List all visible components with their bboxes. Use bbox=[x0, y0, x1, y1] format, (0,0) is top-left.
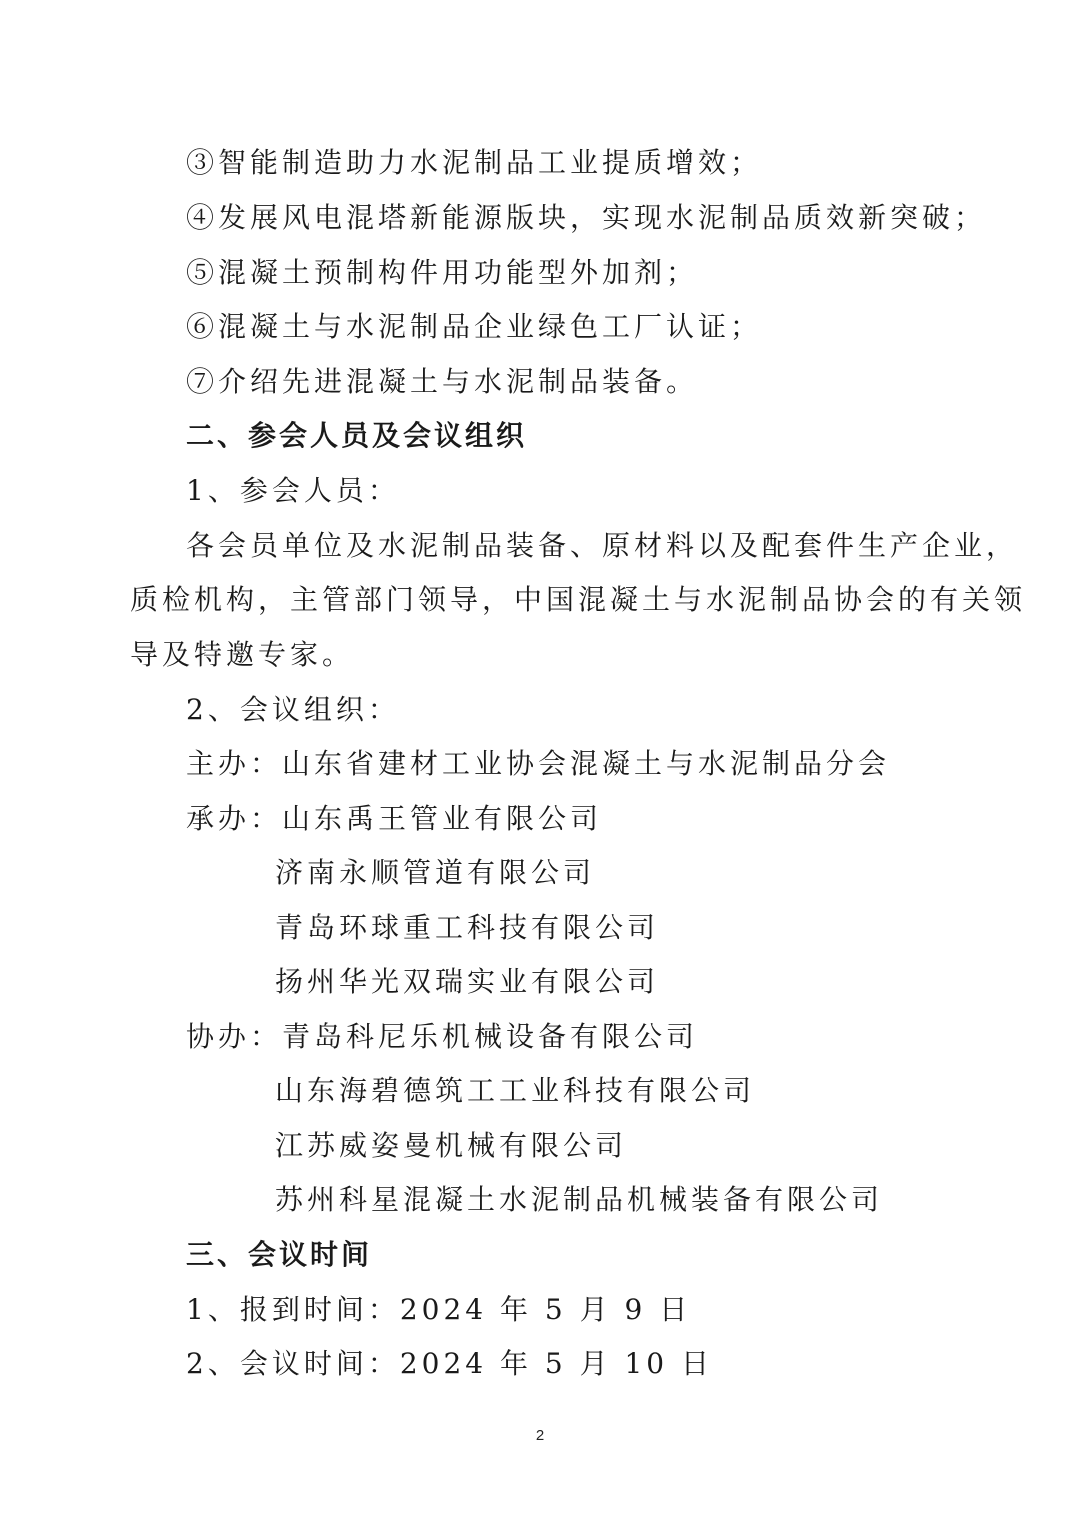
topic-item-3: ③智能制造助力水泥制品工业提质增效； bbox=[186, 146, 763, 179]
co-organizer-line: 苏州科星混凝土水泥制品机械装备有限公司 bbox=[275, 1183, 884, 1216]
organizer-line: 承办：山东禹王管业有限公司 bbox=[186, 802, 603, 835]
attendees-text-line: 各会员单位及水泥制品装备、原材料以及配套件生产企业， bbox=[186, 529, 1019, 562]
topic-item-4: ④发展风电混塔新能源版块，实现水泥制品质效新突破； bbox=[186, 201, 987, 234]
topic-item-6: ⑥混凝土与水泥制品企业绿色工厂认证； bbox=[186, 310, 763, 343]
page-number: 2 bbox=[535, 1427, 545, 1444]
organization-title: 2、会议组织： bbox=[186, 693, 400, 726]
section-heading-meeting-time: 三、会议时间 bbox=[186, 1238, 373, 1271]
attendees-text-line: 质检机构，主管部门领导，中国混凝土与水泥制品协会的有关领 bbox=[130, 583, 1027, 616]
registration-time: 1、报到时间：2024 年 5 月 9 日 bbox=[186, 1293, 692, 1326]
co-organizer-line: 山东海碧德筑工工业科技有限公司 bbox=[275, 1074, 756, 1107]
attendees-text-line: 导及特邀专家。 bbox=[130, 638, 355, 671]
attendees-title: 1、参会人员： bbox=[186, 474, 400, 507]
section-heading-attendees-organization: 二、参会人员及会议组织 bbox=[186, 419, 528, 452]
host-line: 主办：山东省建材工业协会混凝土与水泥制品分会 bbox=[186, 747, 891, 780]
meeting-time: 2、会议时间：2024 年 5 月 10 日 bbox=[186, 1347, 714, 1380]
co-organizer-line: 江苏威姿曼机械有限公司 bbox=[275, 1129, 628, 1162]
organizer-line: 扬州华光双瑞实业有限公司 bbox=[275, 965, 660, 998]
topic-item-5: ⑤混凝土预制构件用功能型外加剂； bbox=[186, 256, 699, 289]
organizer-line: 济南永顺管道有限公司 bbox=[275, 856, 596, 889]
organizer-line: 青岛环球重工科技有限公司 bbox=[275, 911, 660, 944]
co-organizer-line: 协办：青岛科尼乐机械设备有限公司 bbox=[186, 1020, 699, 1053]
topic-item-7: ⑦介绍先进混凝土与水泥制品装备。 bbox=[186, 365, 699, 398]
